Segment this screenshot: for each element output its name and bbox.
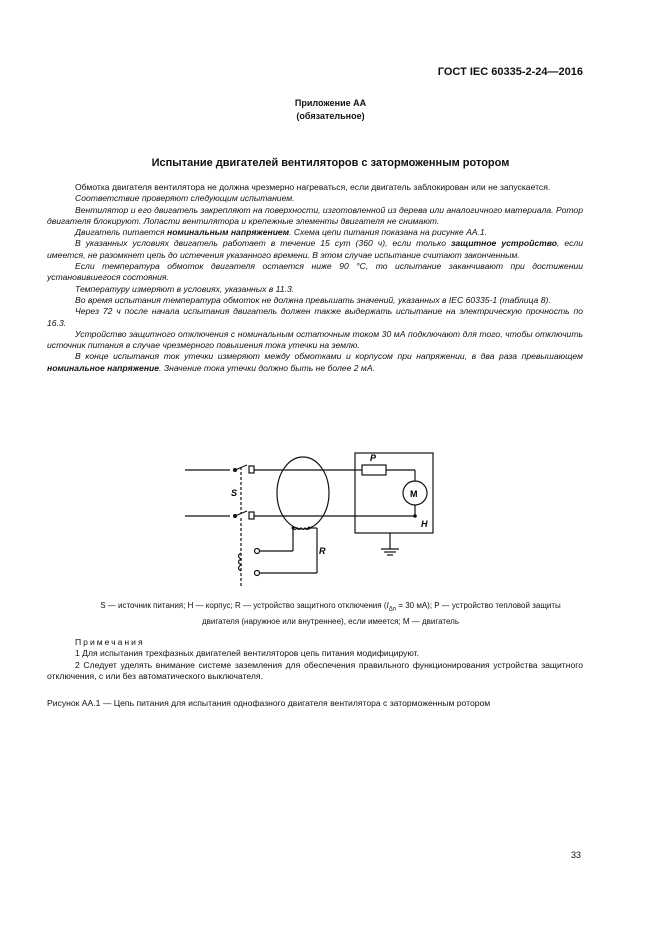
notes — [47, 637, 583, 682]
paragraph — [47, 227, 583, 238]
paragraph — [47, 238, 583, 261]
paragraph: Устройство защитного отключения с номинальным остаточным током 30 мА подключают для того, чтобы отключить источник питания в случае чрезмерного повышения тока утечки на землю. — [47, 328, 583, 351]
circuit-diagram — [180, 448, 450, 588]
note-item: 2 Следует уделять внимание системе заземления для обеспечения правильного функционирования устройства защитного отключения, с или без автоматического выключателя. — [47, 659, 583, 681]
text-run: S — источник питания; H — корпус; R — устройство защитного отключения ( — [100, 601, 387, 610]
text-run: . Схема цепи питания показана на рисунке АА.1. — [289, 227, 488, 238]
legend-line: двигателя (наружное или внутреннее), если имеется; M — двигатель — [201, 616, 460, 626]
annex-title: Приложение АА — [294, 98, 367, 108]
symbol-subscript: Δn — [388, 606, 397, 613]
label-r: R — [319, 546, 326, 556]
paragraph: Температуру измеряют в условиях, указанных в 11.3. — [75, 283, 295, 294]
text-run: В конце испытания ток утечки измеряют между обмотками и корпусом при напряжении, в два раза превышающем — [75, 351, 583, 362]
note-item: 1 Для испытания трехфазных двигателей вентиляторов цепь питания модифицируют. — [75, 648, 420, 659]
standard-designation: ГОСТ IEC 60335-2-24—2016 — [437, 66, 583, 78]
notes-heading: Примечания — [75, 637, 145, 647]
text-run: . Значение тока утечки должно быть не более 2 мА. — [159, 362, 375, 373]
paragraph: Через 72 ч после начала испытания двигатель должен также выдержать испытание на электрическую прочность по 16.3. — [47, 306, 583, 328]
term-rated-voltage: номинальное напряжение — [47, 362, 160, 373]
paragraph: Соответствие проверяют следующим испытанием. — [75, 193, 295, 204]
label-h: H — [421, 519, 428, 529]
section-title: Испытание двигателей вентиляторов с заторможенным ротором — [151, 157, 510, 169]
label-s: S — [231, 488, 238, 498]
text-run: Двигатель питается — [75, 227, 168, 238]
page-number: 33 — [570, 850, 581, 860]
body-text — [47, 182, 583, 374]
term-protective-device: защитное устройство — [451, 238, 557, 249]
paragraph: Вентилятор и его двигатель закрепляют на поверхности, изготовленной из дерева или аналогичного материала. Ротор двигателя блокируют. Лопасти вентилятора и крепежные элементы двигателя не снимают. — [47, 204, 583, 226]
paragraph — [47, 351, 583, 374]
text-run: , если имеется, не разомкнет цепь до истечения указанного времени. В этом случае испытание считают законченным. — [47, 238, 583, 260]
text-run: = 30 мА); P — устройство тепловой защиты — [396, 601, 561, 610]
figure-caption: Рисунок АА.1 — Цепь питания для испытания однофазного двигателя вентилятора с заторможенным ротором — [47, 698, 491, 708]
label-p: P — [370, 453, 377, 463]
label-m: M — [410, 489, 418, 499]
annex-status: (обязательное) — [296, 111, 365, 121]
paragraph: Если температура обмоток двигателя остается ниже 90 °С, то испытание заканчивают при достижении установившегося состояния. — [47, 261, 583, 283]
annex-header — [0, 97, 661, 123]
paragraph: Во время испытания температура обмоток не должна превышать значений, указанных в IEC 60335-1 (таблица 8). — [75, 294, 551, 305]
text-run: В указанных условиях двигатель работает в течение 15 сут (360 ч), если только — [75, 238, 452, 249]
term-rated-voltage: номинальным напряжением — [167, 227, 290, 238]
legend-line — [35, 600, 626, 616]
paragraph: Обмотка двигателя вентилятора не должна чрезмерно нагреваться, если двигатель заблокирован или не запускается. — [75, 182, 551, 192]
figure-legend — [35, 600, 626, 628]
symbol-i: I — [386, 601, 389, 610]
